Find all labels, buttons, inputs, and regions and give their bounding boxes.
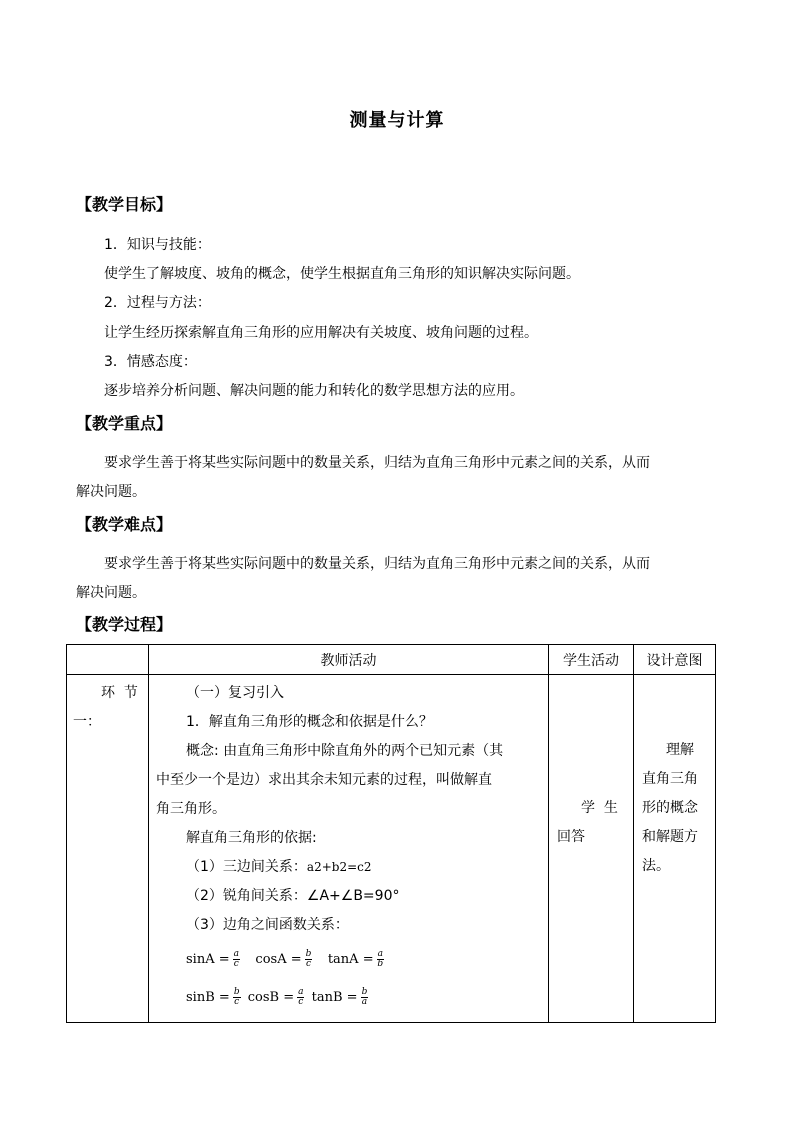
student-activity-line-2: 回答 bbox=[557, 829, 585, 845]
equals-sign: = bbox=[362, 952, 374, 967]
header-cell-stage bbox=[67, 645, 149, 675]
question-1: 1．解直角三角形的概念和依据是什么？ bbox=[186, 714, 433, 730]
equals-sign: = bbox=[346, 990, 358, 1005]
goal-line-3: 2．过程与方法： bbox=[104, 295, 211, 311]
sinB-label: sinB bbox=[186, 990, 215, 1005]
header-cell-student: 学生活动 bbox=[549, 645, 634, 675]
basis-heading: 解直角三角形的依据: bbox=[186, 830, 317, 846]
sinB-fraction: $\frac{b}{c}$ bbox=[233, 987, 240, 1007]
design-intent-cell bbox=[634, 675, 716, 1023]
heading-goals: 【教学目标】 bbox=[76, 195, 173, 214]
difficult-points-line-1: 要求学生善于将某些实际问题中的数量关系，归结为直角三角形中元素之间的关系，从而 bbox=[104, 556, 650, 572]
trig-row-a bbox=[156, 940, 542, 980]
design-line-4: 和解题方 bbox=[642, 829, 698, 845]
design-line-5: 法。 bbox=[642, 858, 670, 874]
student-activity-line-1: 学 生 bbox=[581, 800, 618, 816]
tanB-label: tanB bbox=[311, 990, 343, 1005]
concept-line-2: 中至少一个是边）求出其余未知元素的过程，叫做解直 bbox=[156, 772, 492, 788]
header-cell-teacher: 教师活动 bbox=[149, 645, 549, 675]
teacher-activity-cell bbox=[149, 675, 549, 1023]
design-line-1: 理解 bbox=[666, 742, 694, 758]
table-header-row bbox=[67, 645, 716, 675]
equals-sign: = bbox=[283, 990, 295, 1005]
table-row bbox=[67, 675, 716, 1023]
sinA-label: sinA bbox=[186, 952, 215, 967]
design-line-3: 形的概念 bbox=[642, 800, 698, 816]
equals-sign: = bbox=[218, 990, 230, 1005]
concept-line-1: 概念: 由直角三角形中除直角外的两个已知元素（其 bbox=[186, 743, 504, 759]
equals-sign: = bbox=[290, 952, 302, 967]
relation-1-formula: a2+b2=c2 bbox=[306, 860, 372, 874]
cosA-fraction: $\frac{b}{c}$ bbox=[305, 949, 312, 969]
concept-line-3: 角三角形。 bbox=[156, 801, 226, 817]
page-title: 测量与计算 bbox=[349, 110, 445, 131]
stage-label-line-1: 环 节 bbox=[101, 685, 138, 701]
key-points-line-1: 要求学生善于将某些实际问题中的数量关系，归结为直角三角形中元素之间的关系，从而 bbox=[104, 455, 650, 471]
cosB-fraction: $\frac{a}{c}$ bbox=[298, 987, 304, 1007]
goal-line-6: 逐步培养分析问题、解决问题的能力和转化的数学思想方法的应用。 bbox=[104, 383, 524, 399]
relation-2-label: （2）锐角间关系： bbox=[186, 888, 307, 904]
heading-process: 【教学过程】 bbox=[76, 615, 173, 634]
relation-3-label: （3）边角之间函数关系： bbox=[186, 917, 349, 933]
difficult-points-line-2: 解决问题。 bbox=[76, 585, 146, 601]
goal-line-1: 1．知识与技能： bbox=[104, 237, 211, 253]
heading-key-points: 【教学重点】 bbox=[76, 414, 173, 433]
relation-2-formula: ∠A+∠B=90° bbox=[306, 888, 400, 904]
relation-1-label: （1）三边间关系： bbox=[186, 859, 307, 875]
tanA-label: tanA bbox=[327, 952, 359, 967]
goal-line-4: 让学生经历探索解直角三角形的应用解决有关坡度、坡角问题的过程。 bbox=[104, 325, 538, 341]
student-activity-cell bbox=[549, 675, 634, 1023]
header-cell-design: 设计意图 bbox=[634, 645, 716, 675]
cosB-label: cosB bbox=[247, 990, 280, 1005]
trig-row-b bbox=[156, 980, 542, 1016]
goal-line-5: 3．情感态度： bbox=[104, 354, 197, 370]
heading-difficult-points: 【教学难点】 bbox=[76, 515, 173, 534]
stage-cell bbox=[67, 675, 149, 1023]
cosA-label: cosA bbox=[255, 952, 287, 967]
equals-sign: = bbox=[218, 952, 230, 967]
relation-2 bbox=[156, 882, 542, 911]
relation-1 bbox=[156, 853, 542, 882]
sinA-fraction: $\frac{a}{c}$ bbox=[233, 949, 240, 969]
intro-heading: （一）复习引入 bbox=[186, 685, 284, 701]
tanB-fraction: $\frac{b}{a}$ bbox=[361, 987, 368, 1007]
goal-line-2: 使学生了解坡度、坡角的概念，使学生根据直角三角形的知识解决实际问题。 bbox=[104, 266, 580, 282]
stage-label-line-2: 一： bbox=[73, 714, 101, 730]
tanA-fraction: $\frac{a}{b}$ bbox=[377, 949, 384, 969]
lesson-table bbox=[66, 644, 716, 1023]
key-points-line-2: 解决问题。 bbox=[76, 484, 146, 500]
design-line-2: 直角三角 bbox=[642, 771, 698, 787]
